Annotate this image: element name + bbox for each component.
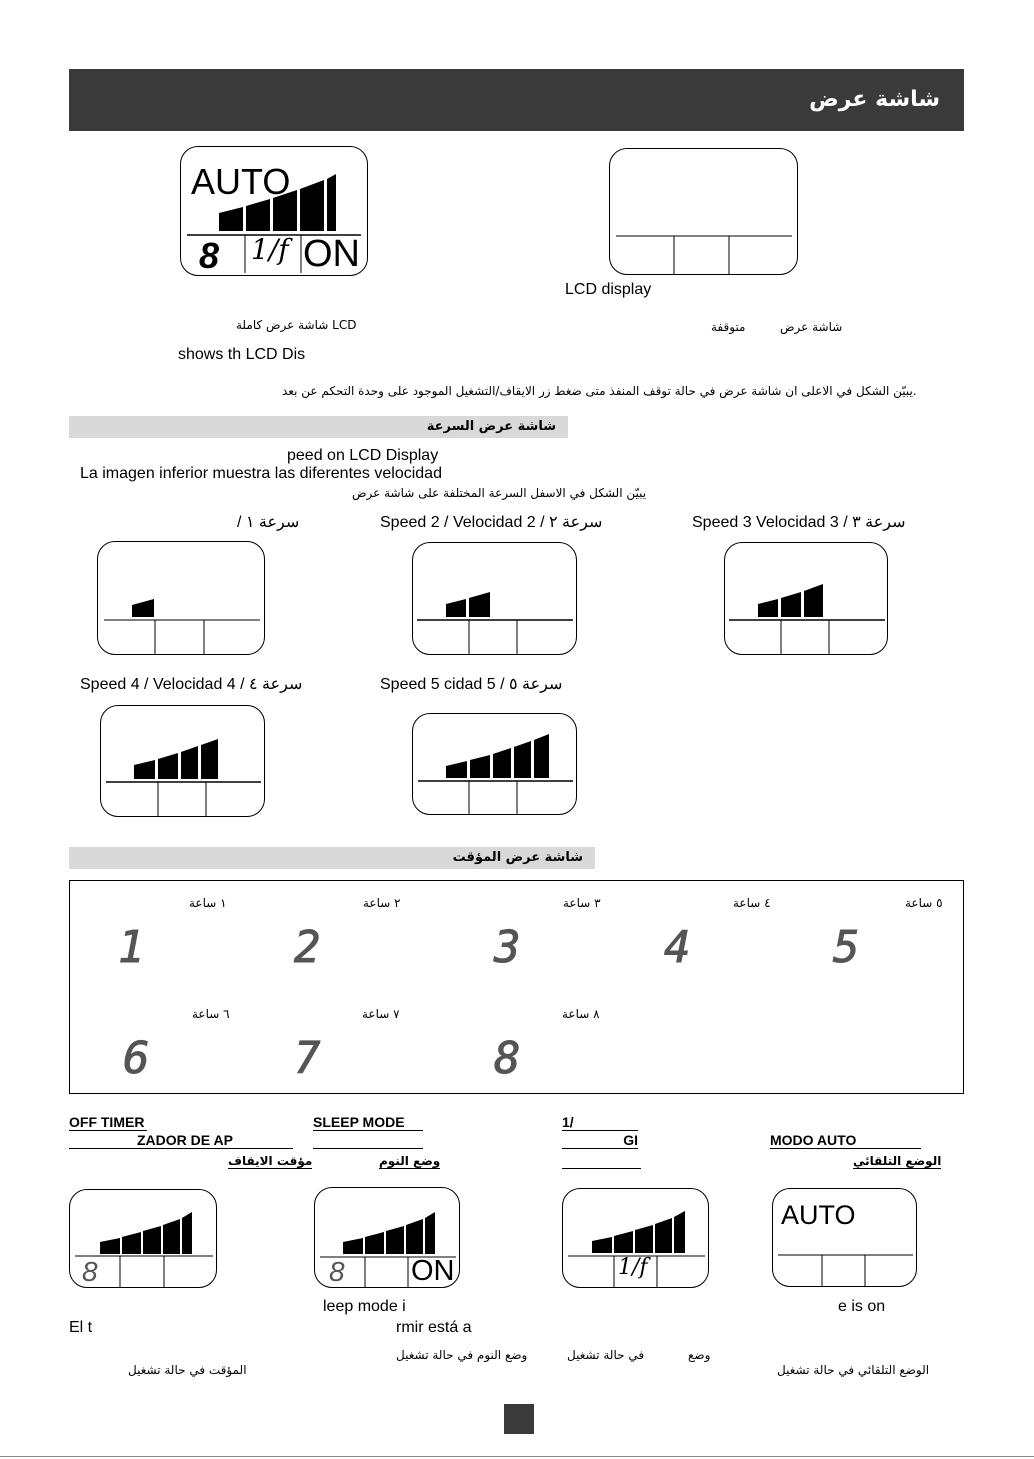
shows-caption: shows th LCD Dis [178, 346, 306, 363]
lcd-off-timer [69, 1189, 217, 1288]
sleep-desc-en: leep mode i [323, 1298, 406, 1315]
natural-desc-ar-b: في حالة تشغيل [567, 1348, 645, 1362]
natural-wind-subtitle: GI [562, 1132, 638, 1149]
page-title: شاشة عرض [809, 87, 940, 112]
hour-2-label: ٢ ساعة [363, 896, 401, 910]
speed-desc-es: La imagen inferior muestra las diferentes velocidad [80, 465, 442, 482]
natural-wind-title: 1/ [562, 1114, 638, 1131]
lcd-off-graphic [610, 149, 799, 276]
sleep-desc-ar: وضع النوم في حالة تشغيل [396, 1348, 528, 1362]
auto-desc-ar: الوضع التلقائي في حالة تشغيل [777, 1363, 930, 1377]
lcd-off-display [609, 148, 798, 275]
lcd-speed-3 [724, 542, 888, 655]
page-header [69, 69, 964, 131]
speed-desc-en: peed on LCD Display [287, 447, 439, 464]
full-display-caption-ar: شاشة عرض كاملة LCD [236, 318, 357, 332]
sleep-on-indicator: ON [303, 233, 360, 275]
off-timer-digit: 8 [82, 1256, 98, 1287]
speed-5-graphic [413, 714, 578, 816]
sleep-on-indicator-small: ON [411, 1255, 455, 1287]
lcd-speed-4 [100, 705, 265, 817]
auto-mode-indicator: AUTO [781, 1200, 856, 1230]
timer-section-title: شاشة عرض المؤقت [452, 850, 583, 865]
bottom-rule [0, 1456, 1034, 1457]
auto-mode-title: MODO AUTO [770, 1132, 921, 1149]
off-timer-subtitle: ZADOR DE AP [69, 1132, 293, 1149]
speed-2-label: Speed 2 / Velocidad 2 / سرعة ٢ [380, 514, 603, 531]
timer-digit-2: 2 [294, 922, 321, 973]
sleep-mode-title: SLEEP MODE [313, 1114, 423, 1131]
speed-5-label: Speed 5 cidad 5 / سرعة ٥ [380, 676, 563, 693]
description-ar: يبيّن الشكل في الاعلى ان شاشة عرض في حالة توقف المنفذ متى ضغط زر الايقاف/التشغيل الموجود على وحدة التحكم عن بعد. [282, 384, 917, 398]
timer-digit-3: 3 [494, 922, 521, 973]
speed-3-label: Speed 3 Velocidad 3 / سرعة ٣ [692, 514, 906, 531]
speed-1-label: / سرعة ١ [237, 514, 300, 531]
hour-8-label: ٨ ساعة [562, 1007, 600, 1021]
hour-7-label: ٧ ساعة [362, 1007, 400, 1021]
speed-section-title: شاشة عرض السرعة [426, 419, 556, 434]
hour-4-label: ٤ ساعة [733, 896, 771, 910]
hour-6-label: ٦ ساعة [192, 1007, 230, 1021]
auto-desc-en: e is on [838, 1298, 886, 1315]
off-display-caption-ar-b: متوقفة [711, 320, 746, 334]
lcd-speed-2 [412, 542, 577, 655]
speed-3-graphic [725, 543, 889, 656]
speed-1-graphic [98, 542, 266, 656]
hour-3-label: ٣ ساعة [563, 896, 601, 910]
page-number-box [504, 1404, 534, 1434]
timer-digit: 8 [199, 235, 220, 276]
sleep-mode-rule [313, 1148, 423, 1149]
lcd-display-caption: LCD display [565, 281, 652, 298]
natural-desc-ar-a: وضع [688, 1348, 711, 1362]
off-timer-title: OFF TIMER [69, 1114, 147, 1131]
lcd-speed-1 [97, 541, 265, 655]
timer-digit-7: 7 [294, 1033, 321, 1084]
sleep-digit: 8 [329, 1256, 345, 1287]
hour-1-label: ١ ساعة [189, 896, 227, 910]
lcd-auto-mode [772, 1188, 917, 1287]
lcd-speed-5 [412, 713, 577, 815]
off-timer-title-ar: مؤقت الايقاف [228, 1154, 313, 1168]
speed-4-graphic [101, 706, 266, 818]
hour-5-label: ٥ ساعة [905, 896, 943, 910]
lcd-sleep-mode [314, 1187, 460, 1288]
sleep-desc-es: rmir está a [396, 1319, 472, 1336]
natural-wind-rule [562, 1168, 641, 1169]
lcd-natural-wind [562, 1188, 709, 1288]
off-timer-desc-es: El t [69, 1319, 93, 1336]
timer-digit-5: 5 [833, 922, 860, 973]
speed-section-header [69, 416, 568, 438]
off-display-caption-ar-a: شاشة عرض [780, 320, 843, 334]
sleep-mode-title-ar: وضع النوم [379, 1154, 441, 1168]
lcd-full-display [180, 146, 368, 276]
speed-desc-ar: يبيّن الشكل في الاسفل السرعة المختلفة على شاشة عرض [352, 486, 647, 500]
speed-2-graphic [413, 543, 578, 656]
timer-digit-6: 6 [123, 1033, 150, 1084]
timer-section-header [69, 847, 595, 869]
auto-indicator: AUTO [191, 161, 291, 202]
off-timer-desc-ar: المؤقت في حالة تشغيل [128, 1363, 247, 1377]
timer-digit-8: 8 [494, 1033, 521, 1084]
timer-digit-1: 1 [118, 922, 145, 973]
timer-digit-4: 4 [664, 922, 691, 973]
speed-4-label: Speed 4 / Velocidad 4 / سرعة ٤ [80, 676, 303, 693]
natural-wind-swing: 1/f [618, 1255, 648, 1280]
auto-mode-title-ar: الوضع التلقائي [853, 1154, 942, 1168]
natural-wind-indicator: 1/f [251, 233, 289, 266]
